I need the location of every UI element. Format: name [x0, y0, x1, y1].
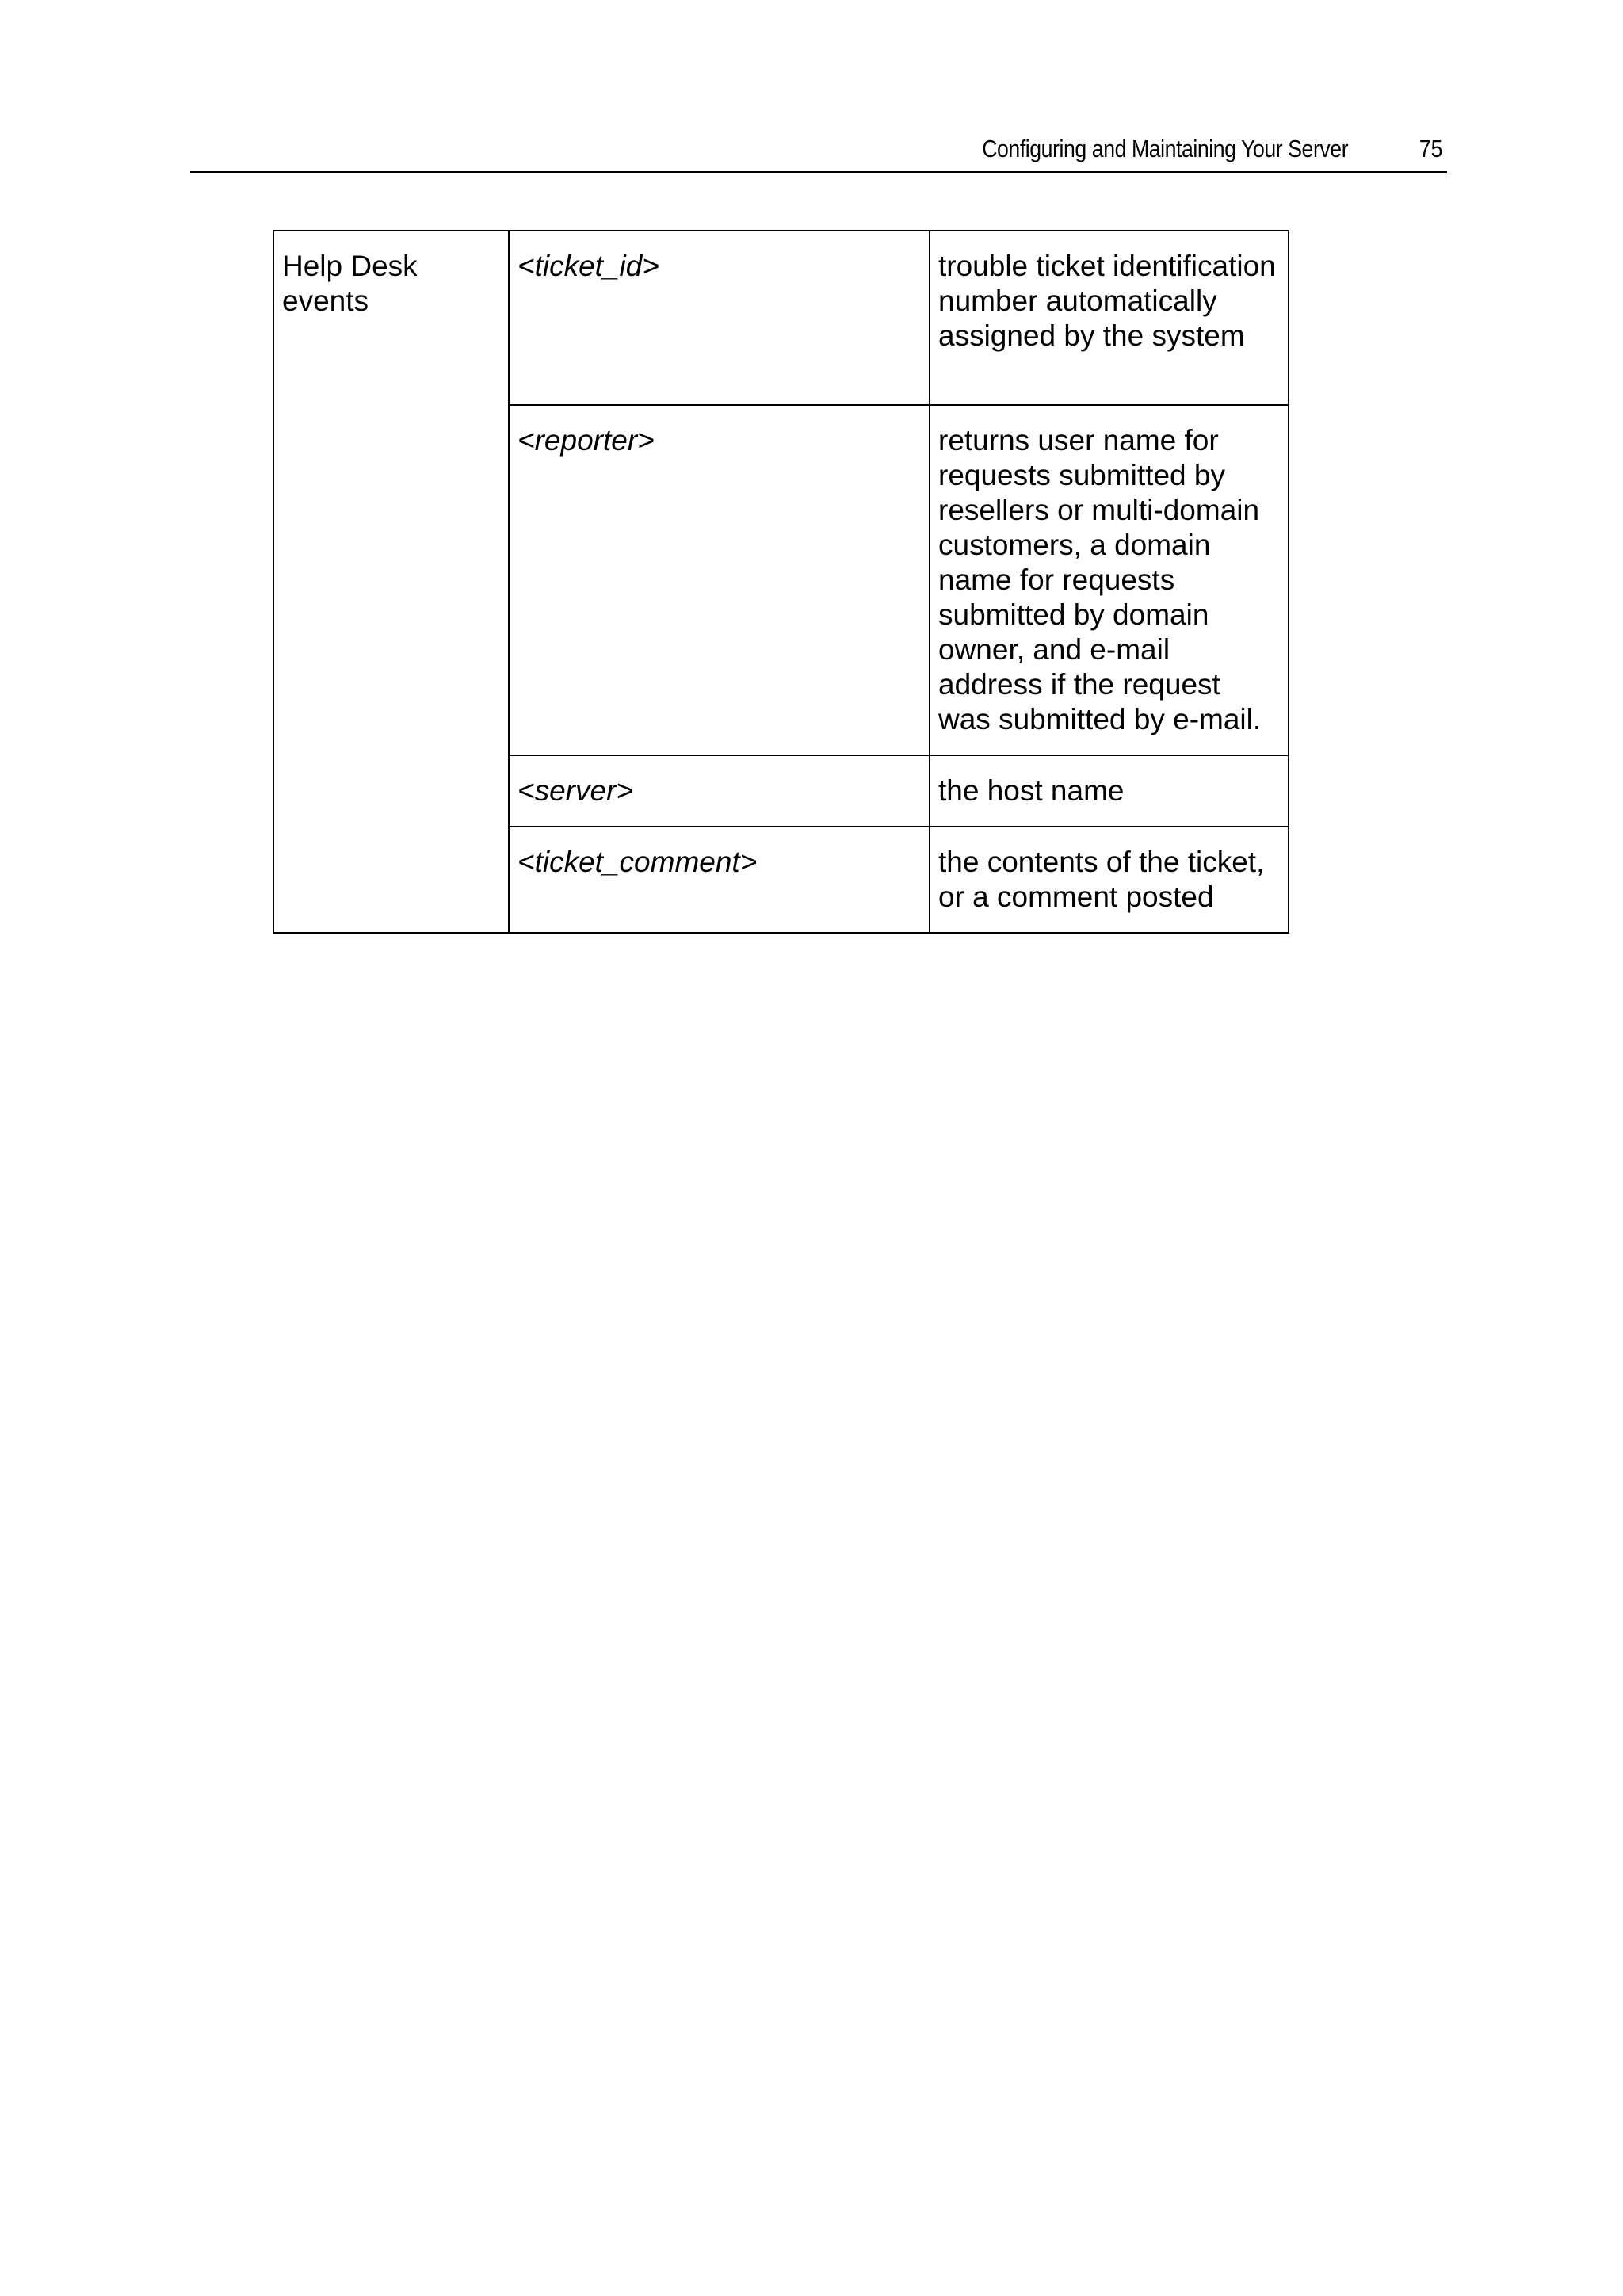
variable-cell: <reporter>	[509, 405, 930, 755]
description-cell: returns user name for requests submitted by resellers or multi-domain customers, a domain name for requests submitted by domain owner, and e-mail address if the request was submitted by e-mail.	[930, 405, 1289, 755]
variable-cell: <ticket_id>	[509, 231, 930, 405]
page-header	[190, 132, 1447, 173]
description-cell: the host name	[930, 755, 1289, 827]
description-cell: the contents of the ticket, or a comment posted	[930, 827, 1289, 933]
page-number: 75	[1419, 135, 1442, 162]
help-desk-variables-table	[273, 230, 1289, 934]
table-row	[273, 231, 1289, 405]
running-header-title: Configuring and Maintaining Your Server	[982, 135, 1348, 162]
event-group-cell: Help Desk events	[273, 231, 509, 933]
description-cell: trouble ticket identification number automatically assigned by the system	[930, 231, 1289, 405]
variable-cell: <server>	[509, 755, 930, 827]
variable-cell: <ticket_comment>	[509, 827, 930, 933]
